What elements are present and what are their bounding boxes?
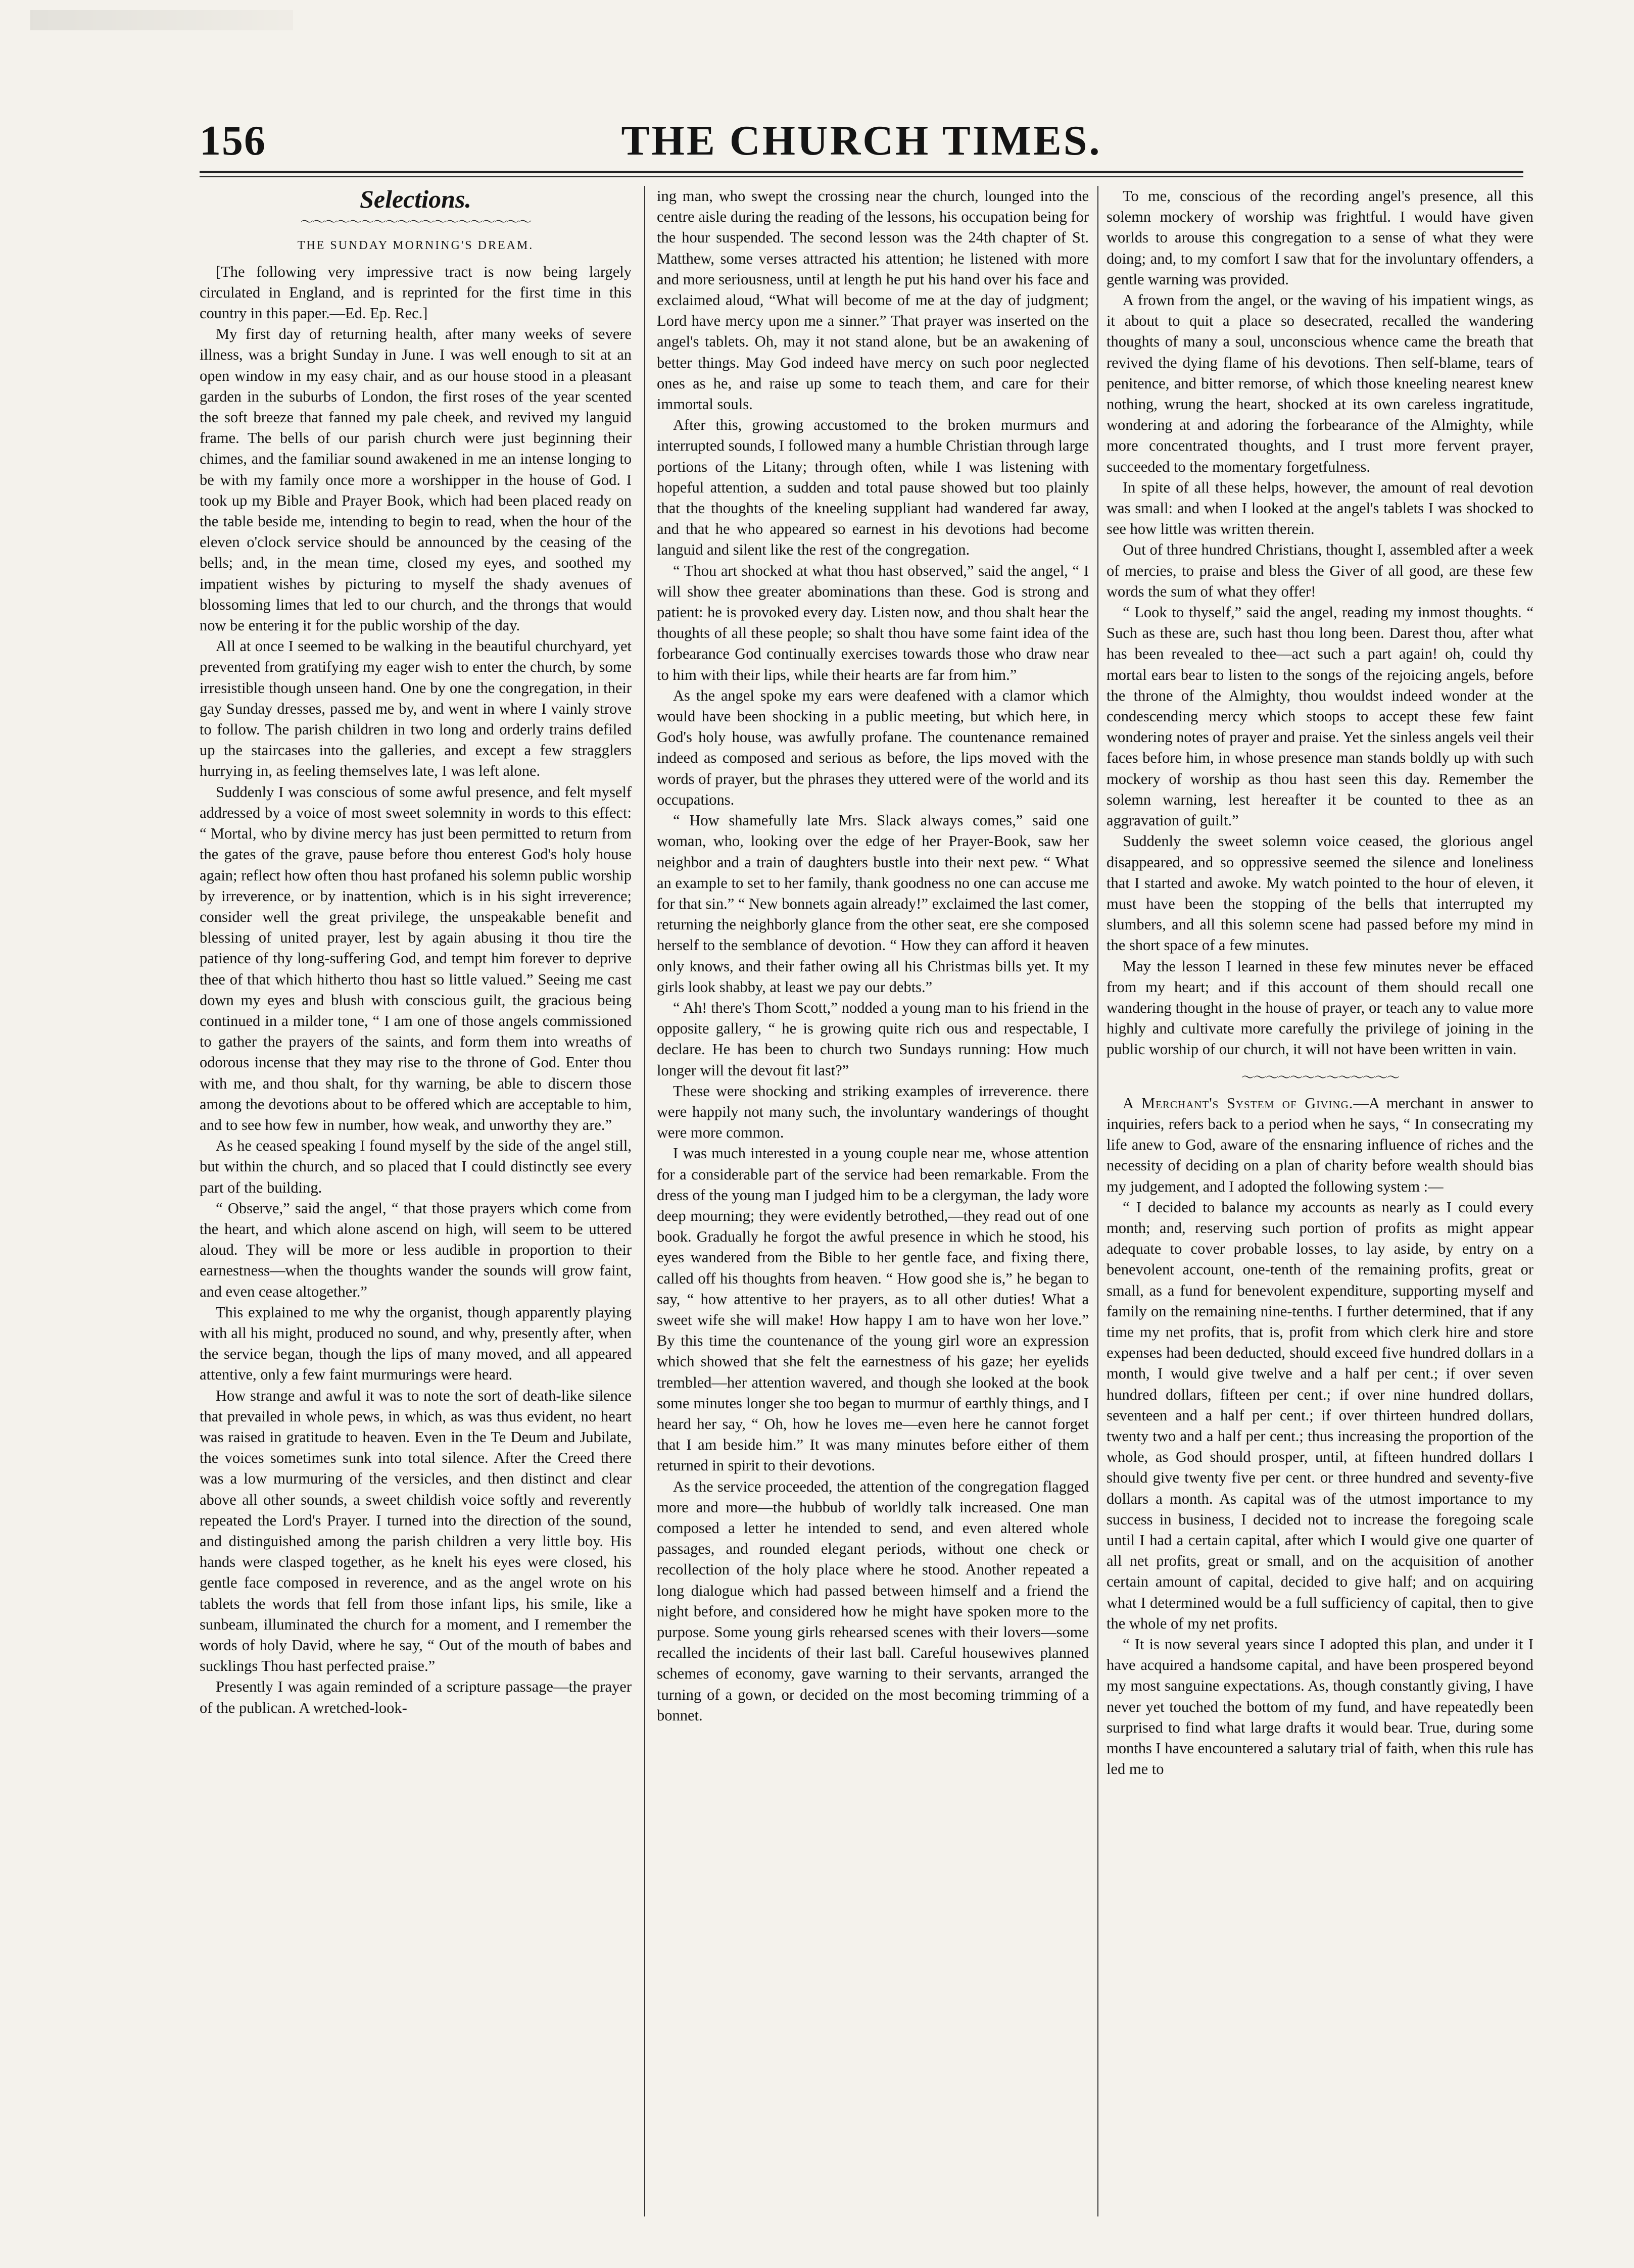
article-paragraph: Suddenly the sweet solemn voice ceased, the glorious angel disappeared, and so oppressive seemed the silence and loneliness that I started and awoke. My watch pointed to the hour of eleven, it must have been the stopping of the bells that interrupted my slumbers, and all this solemn scene had passed before my mind in the short space of a few minutes. (1107, 832, 1533, 954)
article-paragraph: These were shocking and striking examples of irreverence. there were happily not many such, the involuntary wanderings of thought were more common. (657, 1082, 1089, 1142)
article-paragraph: As the angel spoke my ears were deafened with a clamor which would have been shocking in a public meeting, but which here, in God's holy house, was awfully profane. The countenance remained indeed as composed and serious as before, the lips moved with the words of prayer, but the phrases they uttered were of the world and its occupations. (657, 686, 1089, 808)
masthead-rule-thin (200, 176, 1523, 177)
article-paragraph: “ Observe,” said the angel, “ that those prayers which come from the heart, and which alone ascend on high, will seem to be uttered aloud. They will be more or less audible in proportion to their earnestness—when the thoughts wander the sounds will grow faint, and even cease altogether.” (200, 1199, 632, 1300)
ornamental-rule: 〜〜〜〜〜〜〜〜〜〜〜〜〜〜〜〜〜〜〜 (300, 215, 531, 230)
column-3 (1107, 186, 1533, 2232)
article-paragraph: “ I decided to balance my accounts as nearly as I could every month; and, reserving such portion of profits as might appear adequate to cover probable losses, to lay aside, by entry on a benevolent account, one-tenth of the remaining profits, great or small, as a fund for benevolent expenditure, supporting myself and family on the remaining nine-tenths. I further determined, that if any time my net profits, that is, profit from which clerk hire and store expenses had been deducted, should exceed five hundred dollars in a month, I would give twelve and a half per cent.; if over seven hundred dollars, fifteen per cent.; if over nine hundred dollars, seventeen and a half per cent.; if over thirteen hundred dollars, twenty two and a half per cent.; thus increasing the proportion of the whole, as God should prosper, until, at fifteen hundred dollars I should give twenty five per cent. or three hundred and seventy-five dollars a month. As capital was of the utmost importance to my success in business, I decided not to increase the foregoing scale until I had a certain capital, after which I would give one quarter of all net profits, great or small, and on the acquisition of another certain amount of capital, decided to give half; and on acquiring what I determined would be a full sufficiency of capital, then to give the whole of my net profits. (1107, 1198, 1533, 1632)
page-number: 156 (200, 117, 266, 164)
article-paragraph: “ Ah! there's Thom Scott,” nodded a young man to his friend in the opposite gallery, “ he is growing quite rich ous and respectable, I declare. He has been to church two Sundays running: How much longer will the devout fit last?” (657, 999, 1089, 1079)
article-paragraph: “ Look to thyself,” said the angel, reading my inmost thoughts. “ Such as these are, such hast thou long been. Darest thou, after what has been revealed to thee—act such a part again! oh, could thy mortal ears bear to listen to the songs of the rejoicing angels, before the throne of the Almighty, thou wouldst indeed wonder at the condescending mercy which stoops to accept these few faint wondering notes of prayer and praise. Yet the sinless angels veil their faces before him, in whose presence man stands boldly up with such mockery of worship as thou hast seen this day. Remember the solemn warning, lest hereafter it be counted to thee as an aggravation of guilt.” (1107, 604, 1533, 829)
article-paragraph: [The following very impressive tract is now being largely circulated in England, and is reprinted for the first time in this country in this paper.—Ed. Ep. Rec.] (200, 263, 632, 322)
article-paragraph: “ How shamefully late Mrs. Slack always comes,” said one woman, who, looking over the edge of her Prayer-Book, saw her neighbor and a train of daughters bustle into their next pew. “ What an example to set to her family, thank goodness no one can accuse me for that sin.” “ New bonnets again already!” exclaimed the last comer, returning the neighborly glance from the other seat, ere she composed herself to the semblance of devotion. “ How they can afford it heaven only knows, and their father owing all his Christmas bills yet. It my girls look shabby, at least we pay our debts.” (657, 812, 1089, 996)
article-paragraph: This explained to me why the organist, though apparently playing with all his might, produced no sound, and why, presently after, when the service began, though the lips of many moved, and all appeared attentive, only a few faint murmurings were heard. (200, 1303, 632, 1384)
article-paragraph: How strange and awful it was to note the sort of death-like silence that prevailed in whole pews, in which, as was thus evident, no heart was raised in gratitude to heaven. Even in the Te Deum and Jubilate, the voices sometimes sunk into total silence. After the Creed there was a low murmuring of the versicles, and then distinct and clear above all other sounds, a sweet childish voice softly and reverently repeated the Lord's Prayer. I turned into the direction of the sound, and distinguished among the parish children a very little boy. His hands were clasped together, as he knelt his eyes were closed, his gentle face composed in reverence, and as the angel wrote on his tablets the words that fell from those infant lips, his smile, like a sunbeam, illuminated the church for a moment, and I remember the words of holy David, where he say, “ Out of the mouth of babes and sucklings Thou hast perfected praise.” (200, 1387, 632, 1675)
ornamental-rule: 〜〜〜〜〜〜〜〜〜〜〜〜〜 (1241, 1070, 1399, 1085)
article-paragraph: “ Thou art shocked at what thou hast observed,” said the angel, “ I will show thee greater abominations than these. God is strong and patient: he is provoked every day. Listen now, and thou shalt hear the thoughts of all these people; so shalt thou have some faint idea of the forbearance God continually exercises towards those who draw near to him with their lips, while their hearts are far from him.” (657, 562, 1089, 683)
article-paragraph: All at once I seemed to be walking in the beautiful churchyard, yet prevented from gratifying my eager wish to enter the church, by some irresistible though unseen hand. One by one the congregation, in their gay Sunday dresses, passed me by, and went in where I vainly strove to follow. The parish children in two long and orderly trains defiled up the staircases into the galleries, and except a few stragglers hurrying in, as feeling themselves late, I was left alone. (200, 637, 632, 780)
article-paragraph: As the service proceeded, the attention of the congregation flagged more and more—the hubbub of worldly talk increased. One man composed a letter he intended to send, and even altered whole passages, and rounded elegant periods, without one check or recollection of the holy place where he stood. Another repeated a long dialogue which had passed between himself and a friend the night before, and considered how he might have spoken more to the purpose. Some young girls rehearsed scenes with their lovers—some recalled the incidents of their last ball. Careful housewives planned schemes of economy, gave warning to their servants, arranged the turning of a gown, or decided on the most becoming trimming of a bonnet. (657, 1477, 1089, 1724)
scan-stain (30, 10, 293, 30)
article-paragraph: I was much interested in a young couple near me, whose attention for a considerable part of the service had been remarkable. From the dress of the young man I judged him to be a clergyman, the lady wore deep mourning; they were evidently betrothed,—they read out of one book. Gradually he forgot the awful presence in which he stood, his eyes wandered from the Bible to her gentle face, and fixing there, called off his thoughts from heaven. “ How good she is,” he began to say, “ how attentive to her prayers, as to all other duties! What a sweet wife she will make! How happy I am to have won her love.” By this time the countenance of the young girl wore an expression which showed that she felt the earnestness of his gaze; her eyelids trembled—her attention wavered, and though she looked at the book some minutes longer she too began to murmur of earthly things, and I heard her say, “ Oh, how he loves me—even here he cannot forget that I am beside him.” It was many minutes before either of them returned in spirit to their devotions. (657, 1145, 1089, 1474)
article-title: THE SUNDAY MORNING'S DREAM. (297, 239, 534, 253)
masthead-rule (200, 171, 1523, 173)
article-paragraph: A frown from the angel, or the waving of his impatient wings, as it about to quit a place so desecrated, recalled the wandering thoughts of many a soul, unconscious whence came the breath that revived the dying flame of his devotions. Then self-blame, tears of penitence, and bitter remorse, of which those kneeling nearest knew nothing, wrung the heart, shocked at its own careless ingratitude, wondering at and adoring the forbearance of the Almighty, while more concentrated thoughts, and I trust more fervent prayer, succeeded to the momentary forgetfulness. (1107, 291, 1533, 475)
paper-title: THE CHURCH TIMES. (621, 117, 1102, 164)
section-heading: Selections. (360, 186, 471, 213)
article-paragraph: Out of three hundred Christians, thought I, assembled after a week of mercies, to praise and bless the Giver of all good, are these few words the sum of what they offer! (1107, 541, 1533, 600)
masthead (200, 116, 1523, 162)
article-paragraph: “ It is now several years since I adopted this plan, and under it I have acquired a handsome capital, and have been prospered beyond my most sanguine expectations. As, though constantly giving, I have never yet touched the bottom of my fund, and have repeatedly been surprised to find what large drafts it would bear. True, during some months I have encountered a salutary trial of faith, when this rule has led me to (1107, 1636, 1533, 1778)
column-divider (644, 186, 645, 2216)
article-paragraph: My first day of returning health, after many weeks of severe illness, was a bright Sunday in June. I was well enough to sit at an open window in my easy chair, and as our house stood in a pleasant garden in the suburbs of London, the first roses of the year scented the soft breeze that fanned my pale cheek, and revived my languid frame. The bells of our parish church were just beginning their chimes, and the familiar sound awakened in me an intense longing to be with my family once more a worshipper in the house of God. I took up my Bible and Prayer Book, which had been placed ready on the table beside me, intending to begin to read, when the hour of the eleven o'clock service should be announced by the ceasing of the bells; and, in the mean time, closed my eyes, and soothed my impatient wishes by picturing to myself the shady avenues of blossoming limes that led to our church, and the throngs that would now be entering it for the public worship of the day. (200, 325, 632, 634)
article-paragraph (1107, 1093, 1533, 1197)
column-1 (200, 186, 632, 2232)
article-paragraph: Presently I was again reminded of a scripture passage—the prayer of the publican. A wretched-look- (200, 1678, 632, 1716)
article-paragraph: ing man, who swept the crossing near the church, lounged into the centre aisle during the reading of the lessons, his occupation being for the hour suspended. The second lesson was the 24th chapter of St. Matthew, some verses attracted his attention; he listened with more and more seriousness, until at length he put his hand over his face and exclaimed aloud, “What will become of me at the day of judgment; Lord have mercy upon me a sinner.” That prayer was inserted on the angel's tablets. Oh, may it not stand alone, but be an awakening of better things. May God indeed have mercy on such poor neglected ones as he, and raise up some to teach them, and care for their immortal souls. (657, 187, 1089, 413)
column-divider (1097, 186, 1098, 2216)
column-2 (657, 186, 1089, 2232)
article-paragraph: In spite of all these helps, however, the amount of real devotion was small: and when I looked at the angel's tablets I was shocked to see how little was written therein. (1107, 478, 1533, 538)
article-paragraph: As he ceased speaking I found myself by the side of the angel still, but within the church, and so placed that I could distinctly see every part of the building. (200, 1137, 632, 1196)
article-paragraph: After this, growing accustomed to the broken murmurs and interrupted sounds, I followed many a humble Christian through large portions of the Litany; through often, while I was listening with hopeful attention, a sudden and total pause showed but too plainly that the thoughts of the kneeling suppliant had wandered far away, and that he who appeared so earnest in his devotions had become languid and silent like the rest of the congregation. (657, 416, 1089, 559)
article-paragraph: May the lesson I learned in these few minutes never be effaced from my heart; and if this account of them should recall one wandering thought in the house of prayer, or teach any to value more highly and cultivate more carefully the privilege of joining in the public worship of our church, it will not have been written in vain. (1107, 957, 1533, 1058)
article-paragraph: To me, conscious of the recording angel's presence, all this solemn mockery of worship was frightful. I would have given worlds to arouse this congregation to a sense of what they were doing; and, to my comfort I saw that for the involuntary offenders, a gentle warning was provided. (1107, 187, 1533, 288)
article-paragraph-text: —A merchant in answer to inquiries, refers back to a period when he says, “ In consecrating my life anew to God, aware of the ensnaring influence of riches and the necessity of deciding on a plan of charity before wealth should bias my judgement, and I adopted the following system :— (1107, 1094, 1533, 1195)
article-paragraph: Suddenly I was conscious of some awful presence, and felt myself addressed by a voice of most sweet solemnity in words to this effect: “ Mortal, who by divine mercy has just been permitted to return from the gates of the grave, pause before thou enterest God's holy house again; reflect how often thou hast profaned his solemn public worship by irreverence, or by inattention, which is in his sight irreverence; consider well the great privilege, the unspeakable benefit and blessing of united prayer, lest by again abusing it thou tire the patience of thy long-suffering God, and tempt him forever to deprive thee of that which hitherto thou hast so little valued.” Seeing me cast down my eyes and blush with conscious guilt, the gracious being continued in a milder tone, “ I am one of those angels commissioned to gather the prayers of the saints, and form them into wreaths of odorous incense that they may rise to the throne of God. Enter thou with me, and thou shalt, for thy warning, be able to discern those among the devotions about to be offered which are acceptable to him, and to see how few in number, how weak, and unworthy they are.” (200, 783, 632, 1133)
article-heading-inline: A Merchant's System of Giving. (1123, 1094, 1354, 1112)
